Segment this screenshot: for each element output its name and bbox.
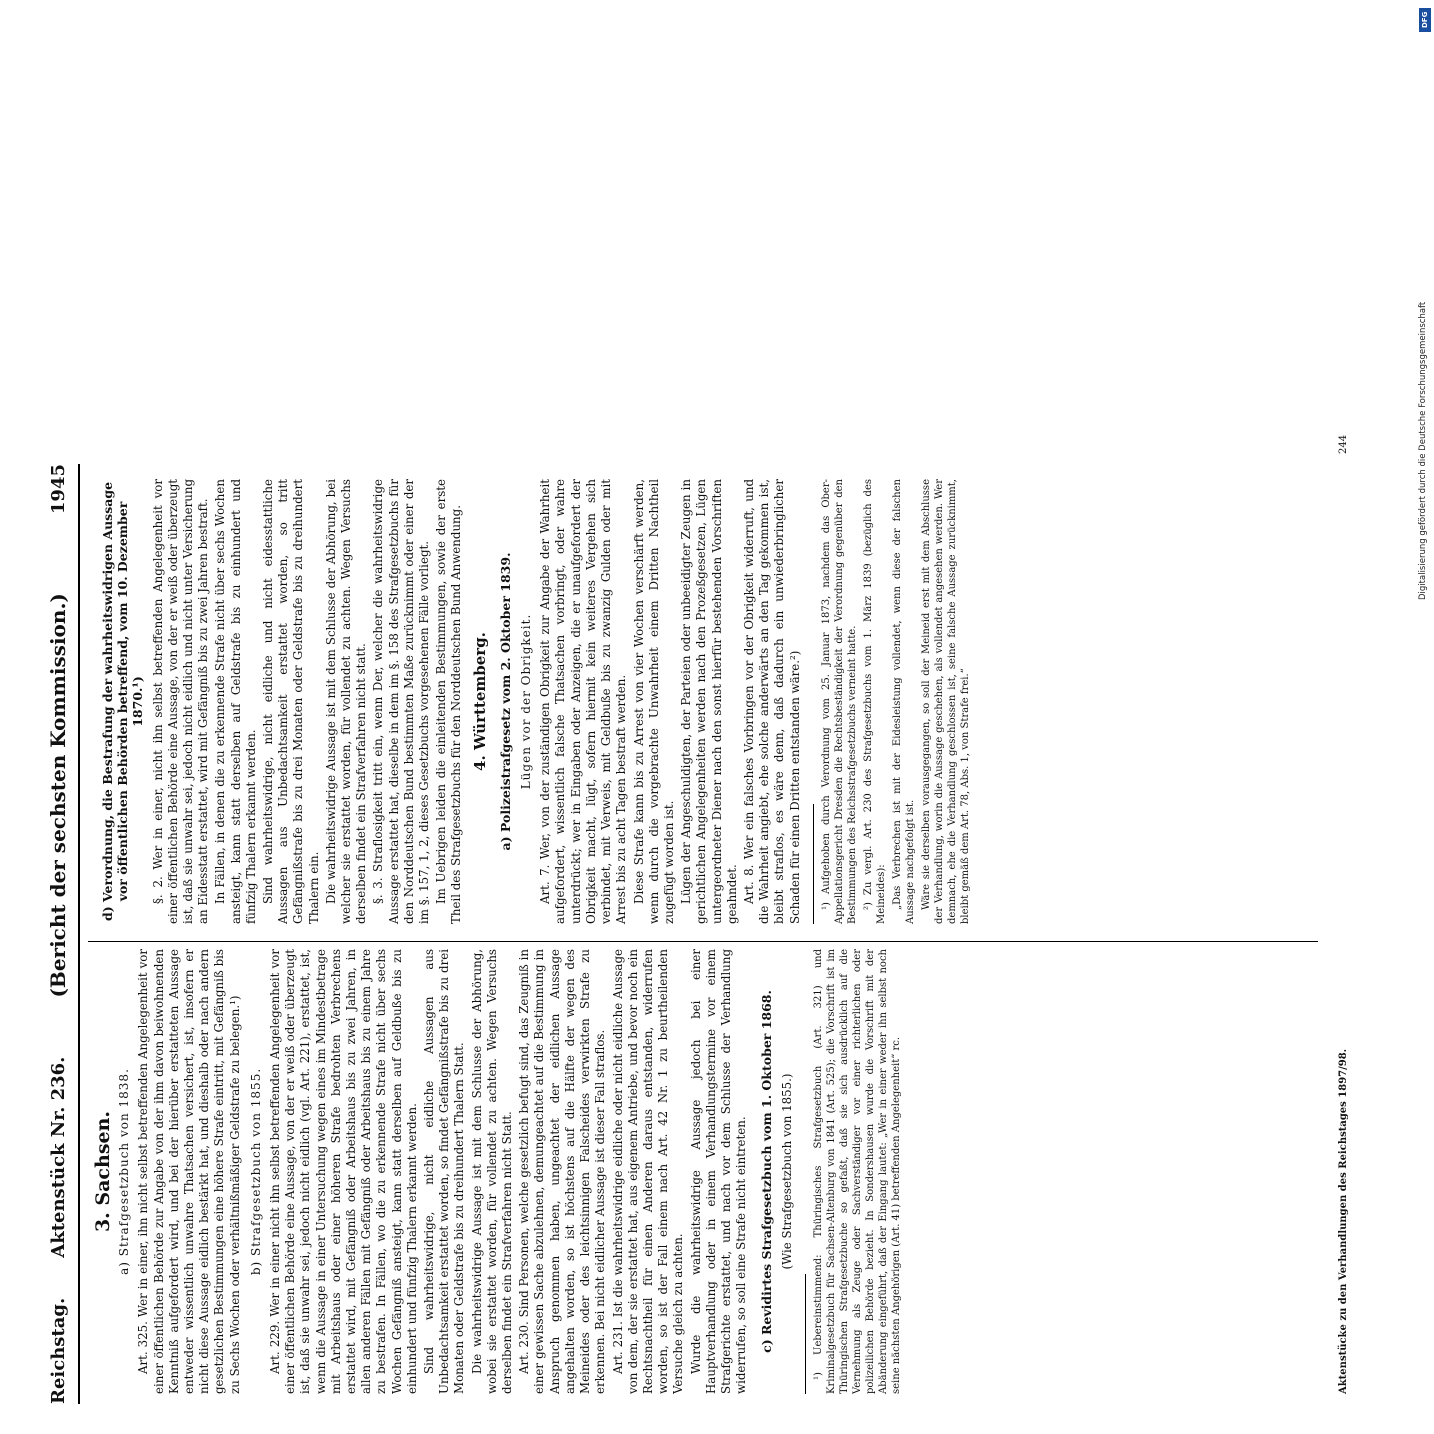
subsection-title-c: c) Revidirtes Strafgesetzbuch vom 1. Oktober 1868. — [759, 990, 775, 1353]
section-title-wuerttemberg: 4. Württemberg. — [470, 632, 489, 771]
footer-page-number: 244 — [1338, 434, 1349, 454]
paragraph: §. 2. Wer in einer, nicht ihn selbst betreffenden Angelegenheit vor einer öffentlichen Behörde eine Aussage, von der er weiß oder überzeugt ist, daß sie unwahr sei, jedoch nicht eidlich und nicht unter Versicherung an Eidesstatt erstattet, wird mit Gefängniß bis zu zwei Jahren bestraft. — [150, 479, 211, 924]
subsection-title-w-a: a) Polizeistrafgesetz vom 2. Oktober 1839. — [497, 552, 513, 851]
paragraph: Lügen der Angeschuldigten, der Parteien oder unbeeidigter Zeugen in gerichtlichen Angelegenheiten werden nach den Prozeßgesetzen, Lügen untergeordneter Diener nach den sonst hierfür bestehenden Vorschriften geahndet. — [679, 479, 739, 924]
left-column — [90, 949, 906, 1394]
footnote: „Das Verbrechen ist mit der Eidesleistung vollendet, wenn diese der falschen Aussage nachgefolgt ist. — [891, 479, 916, 924]
right-column — [90, 479, 975, 924]
header-rule — [78, 464, 80, 1404]
section-title-sachsen: 3. Sachsen. — [92, 1110, 114, 1233]
subsection-note-c: (Wie Strafgesetzbuch von 1855.) — [779, 1073, 794, 1270]
subsection-title-b: b) Strafgesetzbuch von 1855. — [248, 1067, 263, 1276]
paragraph: Die wahrheitswidrige Aussage ist mit dem Schlusse der Abhörung, wobei sie erstattet worden, für vollendet zu achten. Wegen Versuchs derselben findet ein Strafverfahren nicht Statt. — [469, 949, 515, 1394]
header-commission: (Bericht der sechsten Kommission.) — [46, 593, 70, 998]
paragraph: Art. 7. Wer, von der zuständigen Obrigkeit zur Angabe der Wahrheit aufgefordert, wissentlich falsche Thatsachen vorbringt, oder wahre unterdrückt; wer in Eingaben oder Anzeigen, die er unaufgefordert der Obrigkeit macht, lügt, sofern hiermit kein weiteres Vergehen sich verbindet, mit Verweis, mit Geldbuße bis zu zwanzig Gulden oder mit Arrest bis zu acht Tagen bestraft werden. — [538, 479, 629, 924]
paragraph: Art. 8. Wer ein falsches Vorbringen vor der Obrigkeit widerruft, und die Wahrheit angiebt, ehe solche anderwärts an den Tag gekommen ist, bleibt straflos, es wäre denn, daß dadurch ein unwiederbringlicher Schaden für einen Dritten entstanden wäre.²) — [741, 479, 802, 924]
paragraph: Sind wahrheitswidrige, nicht eidliche Aussagen aus Unbedachtsamkeit erstattet worden, so findet Gefängnißstrafe bis zu drei Monaten oder Geldstrafe bis zu dreihundert Thalern Statt. — [422, 949, 467, 1394]
paragraph: Art. 325. Wer in einer, ihn nicht selbst betreffenden Angelegenheit vor einer öffentlichen Behörde zur Angabe von der ihm davon beiwohnenden Kenntniß aufgefordert wird, und bei der hierüber erstatteten Aussage entweder wissentlich unwahre Thatsachen versichert, ist, insofern er nicht diese Aussage eidlich bestärkt hat, und dieshalb oder nach andern gesetzlichen Bestimmungen eine höhere Strafe eintritt, mit Gefängniß bis zu Sechs Wochen oder verhältnißmäßiger Geldstrafe zu belegen.¹) — [136, 949, 242, 1394]
footnote: Wäre sie derselben vorausgegangen, so soll der Meineid erst mit dem Abschlusse der Verhandlung, worin die Aussage geschehen, als vollendet angesehen werden. Wer demnach, ehe die Verhandlung geschlossen ist, seine falsche Aussage zurücknimmt, bleibt gemäß dem Art. 78, Abs. 1, von Strafe frei.“ — [920, 479, 971, 924]
digitization-text: Digitalisierung gefördert durch die Deutsche Forschungsgemeinschaft — [1418, 301, 1428, 600]
paragraph: Art. 229. Wer in einer nicht ihn selbst betreffenden Angelegenheit vor einer öffentlichen Behörde eine Aussage, von der er weiß oder überzeugt ist, daß sie unwahr sei, jedoch nicht eidlich (vgl. Art. 221), erstattet, ist, wenn die Aussage in einer Untersuchung wegen eines im Mindestbetrage mit Arbeitshaus oder einer höheren Strafe bedrohten Verbrechens erstattet wird, mit Gefängniß oder Arbeitshaus bis zu zwei Jahren, in allen anderen Fällen mit Gefängniß oder Arbeitshaus bis zu einem Jahre zu bestrafen. In Fällen, wo die zu erkennende Strafe nicht über sechs Wochen Gefängniß ansteigt, kann statt derselben auf Geldbuße bis zu einhundert und fünfzig Thalern erkannt werden. — [268, 949, 419, 1394]
paragraph: Im Uebrigen leiden die einleitenden Bestimmungen, sowie der erste Theil des Strafgesetzbuchs für den Norddeutschen Bund Anwendung. — [434, 479, 464, 924]
paragraph: Art. 231. Ist die wahrheitswidrige eidliche oder nicht eidliche Aussage von dem, der sie erstattet hat, aus eigenem Antriebe, und bevor noch ein Rechtsnachtheil für einen Anderen daraus entstanden, widerrufen worden, so ist der Fall einem nach Art. 42 Nr. 1 zu beurtheilenden Versuche gleich zu achten. — [610, 949, 686, 1394]
page-header — [40, 464, 76, 1404]
digitization-note — [1408, 40, 1428, 600]
footnote: ¹) Uebereinstimmend: Thüringisches Strafgesetzbuch (Art. 321) und Kriminalgesetzbuch für Sachsen-Altenburg von 1841 (Art. 525); die Vorschrift ist im Thüringischen Strafgesetzbuche so gefaßt, daß sie sich ausdrücklich auf die Vernehmung als Zeuge oder Sachverständiger vor einer richterlichen oder polizeilichen Behörde bezieht. In Sondershausen wurde die Vorschrift mit der Abänderung eingeführt, daß der Eingang lautet: „Wer in einer weder ihn selbst noch seine nächsten Angehörigen (Art. 41) betreffenden Angelegenheit“ rc. — [812, 949, 902, 1394]
paragraph: In Fällen, in denen die zu erkennende Strafe nicht über sechs Wochen ansteigt, kann statt derselben auf Geldstrafe bis zu einhundert und fünfzig Thalern erkannt werden. — [213, 479, 258, 924]
page-footer: Aktenstücke zu den Verhandlungen des Reichstages 1897/98. — [1338, 1048, 1349, 1394]
paragraph: Diese Strafe kann bis zu Arrest von vier Wochen verschärft werden, wenn durch die vorgebrachte Unwahrheit einem Dritten Nachtheil zugefügt worden ist. — [631, 479, 676, 924]
footnote: ¹) Aufgehoben durch Verordnung vom 25. Januar 1873, nachdem das Ober-Appellationsgericht Dresden die Rechtsbeständigkeit der Verordnung gegenüber den Bestimmungen des Reichsstrafgesetzbuchs verneint hatte. — [820, 479, 858, 924]
subsection-title-d: d) Verordnung, die Bestrafung der wahrheitswidrigen Aussage vor öffentlichen Behörden betreffend, vom 10. Dezember 1870.¹) — [100, 481, 146, 922]
paragraph: §. 3. Straflosigkeit tritt ein, wenn Der, welcher die wahrheitswidrige Aussage erstattet hat, dieselbe in dem im §. 158 des Strafgesetzbuchs für den Norddeutschen Bund bestimmten Maße zurücknimmt oder einer der im §. 157, 1, 2, dieses Gesetzbuchs vorgesehenen Fälle vorliegt. — [371, 479, 432, 924]
subsection-heading-luegen: Lügen vor der Obrigkeit. — [519, 613, 534, 790]
paragraph: Die wahrheitswidrige Aussage ist mit dem Schlusse der Abhörung, bei welcher sie erstattet worden, für vollendet zu achten. Wegen Versuchs derselben findet ein Strafverfahren nicht statt. — [323, 479, 369, 924]
paragraph: Wurde die wahrheitswidrige Aussage jedoch bei einer Hauptverhandlung oder in einem Verhandlungstermine vor einem Strafgerichte erstattet, und nach vor dem Schlusse der Verhandlung widerrufen, so soll eine Strafe nicht eintreten. — [688, 949, 749, 1394]
footnote-rule — [805, 1274, 806, 1394]
subsection-title-a: a) Strafgesetzbuch von 1838. — [117, 1068, 132, 1275]
footnote: ²) Zu vergl. Art. 230 des Strafgesetzbuchs vom 1. März 1839 (bezüglich des Meineides): — [862, 479, 887, 924]
header-reichstag: Reichstag. — [47, 1297, 69, 1404]
header-page-number: 1945 — [47, 464, 69, 515]
paragraph: Sind wahrheitswidrige, nicht eidliche und nicht eidesstattliche Aussagen aus Unbedachtsamkeit erstattet worden, so tritt Gefängnißstrafe bis zu drei Monaten oder Geldstrafe bis zu dreihundert Thalern ein. — [261, 479, 321, 924]
document-page — [0, 434, 1434, 1434]
header-aktenstueck: Aktenstück Nr. 236. — [47, 1056, 69, 1258]
dfg-logo: DFG — [1419, 8, 1431, 32]
paragraph: Art. 230. Sind Personen, welche gesetzlich befugt sind, das Zeugniß in einer gewissen Sache abzulehnen, demungeachtet auf die Bestimmung in Anspruch genommen haben, ungeachtet der eidlichen Aussage angehalten worden, so ist höchstens auf die Hälfte der wegen des Meineides oder des leichtsinnigen Falscheides verwirkten Strafe zu erkennen. Bei nicht eidlicher Aussage ist dieser Fall straflos. — [517, 949, 608, 1394]
column-divider — [88, 941, 1318, 942]
footnote-rule — [813, 804, 814, 924]
